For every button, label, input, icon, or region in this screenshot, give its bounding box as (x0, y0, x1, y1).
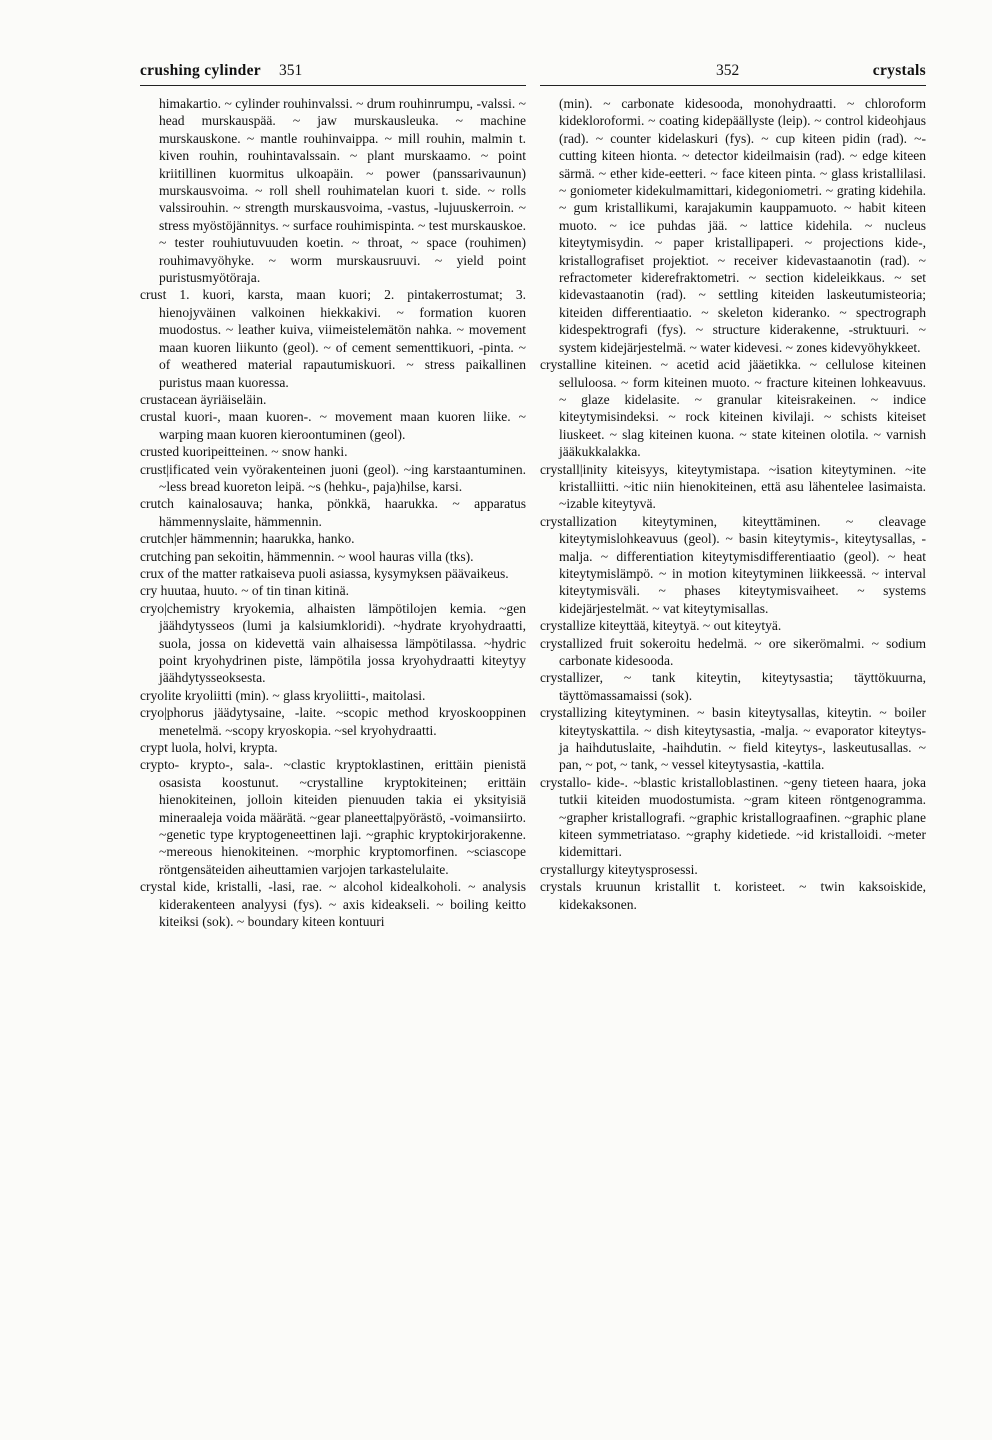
dictionary-entry: crutch kainalosauva; hanka, pönkkä, haarukka. ~ apparatus hämmennyslaite, hämmennin. (140, 496, 526, 529)
dictionary-entry: cryolite kryoliitti (min). ~ glass kryoliitti-, maitolasi. (140, 687, 426, 703)
dictionary-entry: cryo|phorus jäädytysaine, -laite. ~scopic method kryoskooppinen menetelmä. ~scopy kryoskopia. ~sel kryohydraatti. (140, 705, 526, 738)
dictionary-entry: crypto- krypto-, sala-. ~clastic kryptoklastinen, erittäin pienistä osasista koostunut. ~crystalline kryptokiteinen; erittäin hienokiteinen, jolloin kiteiden pienuuden takia ei yksityisiä mineraaleja voida määrätä. ~gear planeetta|pyörästö, -voimansiirto. ~genetic type kryptogeneettinen laji. ~graphic kryptokirjorakenne. ~mereous hienokiteinen. ~morphic kryptomorfinen. ~sciascope röntgensäteiden aiheuttamien varjojen tarkastelulaite. (140, 757, 526, 877)
dictionary-entry: crystallurgy kiteytysprosessi. (540, 861, 698, 877)
right-page-number: 352 (716, 62, 740, 79)
dictionary-entry: crystall|inity kiteisyys, kiteytymistapa. ~isation kiteytyminen. ~ite kristalliitti. ~itic niin hienokiteinen, että asu lähentelee lasimaista. ~izable kiteytyvä. (540, 461, 926, 512)
dictionary-entry: crustal kuori-, maan kuoren-. ~ movement maan kuoren liike. ~ warping maan kuoren kieroontuminen (geol). (140, 409, 526, 442)
dictionary-entry: cryo|chemistry kryokemia, alhaisten lämpötilojen kemia. ~gen jäähdytysseos (lumi ja kalsiumkloridi). ~hydrate kryohydraatti, suola, jossa on kidevettä vain alhaisessa lämpötilassa. ~hydric point kryohydrinen piste, lämpötila jossa kryohydraatti kiteytyy jäähdytysseoksesta. (140, 600, 526, 686)
dictionary-entry: (min). ~ carbonate kidesooda, monohydraatti. ~ chloroform kidekloroformi. ~ coating kidepäällyste (leip). ~ control kideohjaus (rad). ~ counter kidelaskuri (fys). ~ cup kiteen pidin (rad). ~-cutting kiteen hionta. ~ detector kideilmaisin (rad). ~ edge kiteen särmä. ~ ether kide-eetteri. ~ face kiteen pinta. ~ glass kristallilasi. ~ goniometer kidekulmamittari, kidegoniometri. ~ grating kidehila. ~ gum kristallikumi, karajakumin kauppamuoto. ~ habit kiteen muoto. ~ ice puhdas jää. ~ lattice kidehila. ~ nucleus kiteytymisydin. ~ paper kristallipaperi. ~ projections kide-, kristallografiset projektiot. ~ receiver kidevastaanotin (rad). ~ refractometer kiderefraktometri. ~ section kideleikkaus. ~ set kidevastaanotin (rad). ~ settling kiteiden laskeutumisteoria; kiteiden differentiaatio. ~ skeleton kideranko. ~ spectrograph kidespektrografi (fys). ~ structure kiderakenne, -struktuuri. ~ system kidejärjestelmä. ~ water kidevesi. ~ zones kidevyöhykkeet. (559, 96, 926, 355)
left-page (140, 62, 526, 931)
dictionary-entry: crystals kruunun kristallit t. koristeet. ~ twin kaksoiskide, kidekaksonen. (540, 879, 926, 912)
right-page (540, 62, 926, 913)
dictionary-entry: crystallo- kide-. ~blastic kristalloblastinen. ~geny tieteen haara, joka tutkii kiteiden muodostumista. ~gram kiteen röntgenogramma. ~grapher kristallografi. ~graphic kristallograafinen. ~graphic plane kiteen symmetriataso. ~graphy kidetiede. ~id kristalloidi. ~meter kidemittari. (540, 774, 926, 860)
dictionary-entry: crystallize kiteyttää, kiteytyä. ~ out kiteytyä. (540, 618, 782, 634)
dictionary-entry: crutching pan sekoitin, hämmennin. ~ wool hauras villa (tks). (140, 548, 474, 564)
dictionary-entry: crystallizing kiteytyminen. ~ basin kiteytysallas, kiteytin. ~ boiler kiteytyskattila. ~ dish kiteytysastia, -malja. ~ evaporator kiteytys- ja haihdutuslaite, -haihdutin. ~ field kiteytys-, laskeutusallas. ~ pan, ~ pot, ~ tank, ~ vessel kiteytysastia, -kattila. (540, 705, 926, 773)
dictionary-entry: himakartio. ~ cylinder rouhinvalssi. ~ drum rouhinrumpu, -valssi. ~ head murskauspää. ~ jaw murskausleuka. ~ machine murskauskone. ~ mantle rouhinvaippa. ~ mill rouhin, malmin t. kiven rouhin, rouhintavalssain. ~ plant murskaamo. ~ point kriitillinen kuormitus ulkoapäin. ~ power (panssarivaunun) murskausvoima. ~ roll shell rouhimatelan kuori t. side. ~ rolls valssirouhin. ~ strength murskausvoima, -vastus, -lujuuskerroin. ~ stress myöstöjännitys. ~ surface rouhimispinta. ~ test murskauskoe. ~ tester rouhiutuvuuden koetin. ~ throat, ~ space (rouhimen) rouhimavyöhyke. ~ worm murskausruuvi. ~ yield point puristusmyötöraja. (159, 96, 526, 286)
dictionary-entry: crust 1. kuori, karsta, maan kuori; 2. pintakerrostumat; 3. hienojyväinen valkoinen hiekkakivi. ~ formation kuoren muodostus. ~ leather kuiva, viimeistelemätön nahka. ~ movement maan kuoren liikunto (geol). ~ of cement sementtikuori, -pinta. ~ of weathered material rapautumiskuori. ~ stress paikallinen puristus maan kuoressa. (140, 287, 526, 390)
dictionary-entry: crystal kide, kristalli, -lasi, rae. ~ alcohol kidealkoholi. ~ analysis kiderakenteen analyysi (fys). ~ axis kideakseli. ~ boiling keitto kiteiksi (sok). ~ boundary kiteen kontuuri (140, 879, 526, 930)
dictionary-entry: crust|ificated vein vyörakenteinen juoni (geol). ~ing karstaantuminen. ~less bread kuoreton leipä. ~s (hehku-, paja)hilse, karsi. (140, 461, 526, 494)
right-guide-word: crystals (872, 62, 926, 79)
dictionary-entry: crystallized fruit sokeroitu hedelmä. ~ ore sikerömalmi. ~ sodium carbonate kidesooda. (540, 635, 926, 668)
left-entries (140, 95, 526, 931)
dictionary-entry: crux of the matter ratkaiseva puoli asiassa, kysymyksen päävaikeus. (140, 565, 509, 581)
dictionary-entry: crutch|er hämmennin; haarukka, hanko. (140, 531, 355, 547)
left-page-number: 351 (278, 62, 303, 79)
right-running-head (540, 62, 926, 86)
dictionary-entry: crusted kuoripeitteinen. ~ snow hanki. (140, 444, 348, 460)
dictionary-entry: cry huutaa, huuto. ~ of tin tinan kitinä. (140, 583, 349, 599)
dictionary-entry: crystalline kiteinen. ~ acetid acid jääetikka. ~ cellulose kiteinen selluloosa. ~ form kiteinen muoto. ~ fracture kiteinen lohkeavuus. ~ glaze kidelasite. ~ granular kiteisrakeinen. ~ indice kiteytymisindeksi. ~ rock kiteinen kivilaji. ~ schists kiteiset liuskeet. ~ slag kiteinen kuona. ~ state kiteinen olotila. ~ varnish jääkukkalakka. (540, 357, 926, 460)
dictionary-entry: crypt luola, holvi, krypta. (140, 740, 278, 756)
left-running-head (140, 62, 526, 86)
dictionary-entry: crystallization kiteytyminen, kiteyttäminen. ~ cleavage kiteytymislohkeavuus (geol). ~ basin kiteytymis-, kiteytysallas, -malja. ~ differentiation kiteytymisdifferentiaatio (geol). ~ heat kiteytymislämpö. ~ in motion kiteytyminen liikkeessä. ~ interval kiteytymisväli. ~ phases kiteytymisvaiheet. ~ systems kidejärjestelmät. ~ vat kiteytymisallas. (540, 513, 926, 616)
dictionary-entry: crustacean äyriäiseläin. (140, 391, 267, 407)
dictionary-entry: crystallizer, ~ tank kiteytin, kiteytysastia; täyttökuurna, täyttömassamaissi (sok). (540, 670, 926, 703)
left-guide-word: crushing cylinder (140, 62, 261, 79)
right-entries (540, 95, 926, 913)
